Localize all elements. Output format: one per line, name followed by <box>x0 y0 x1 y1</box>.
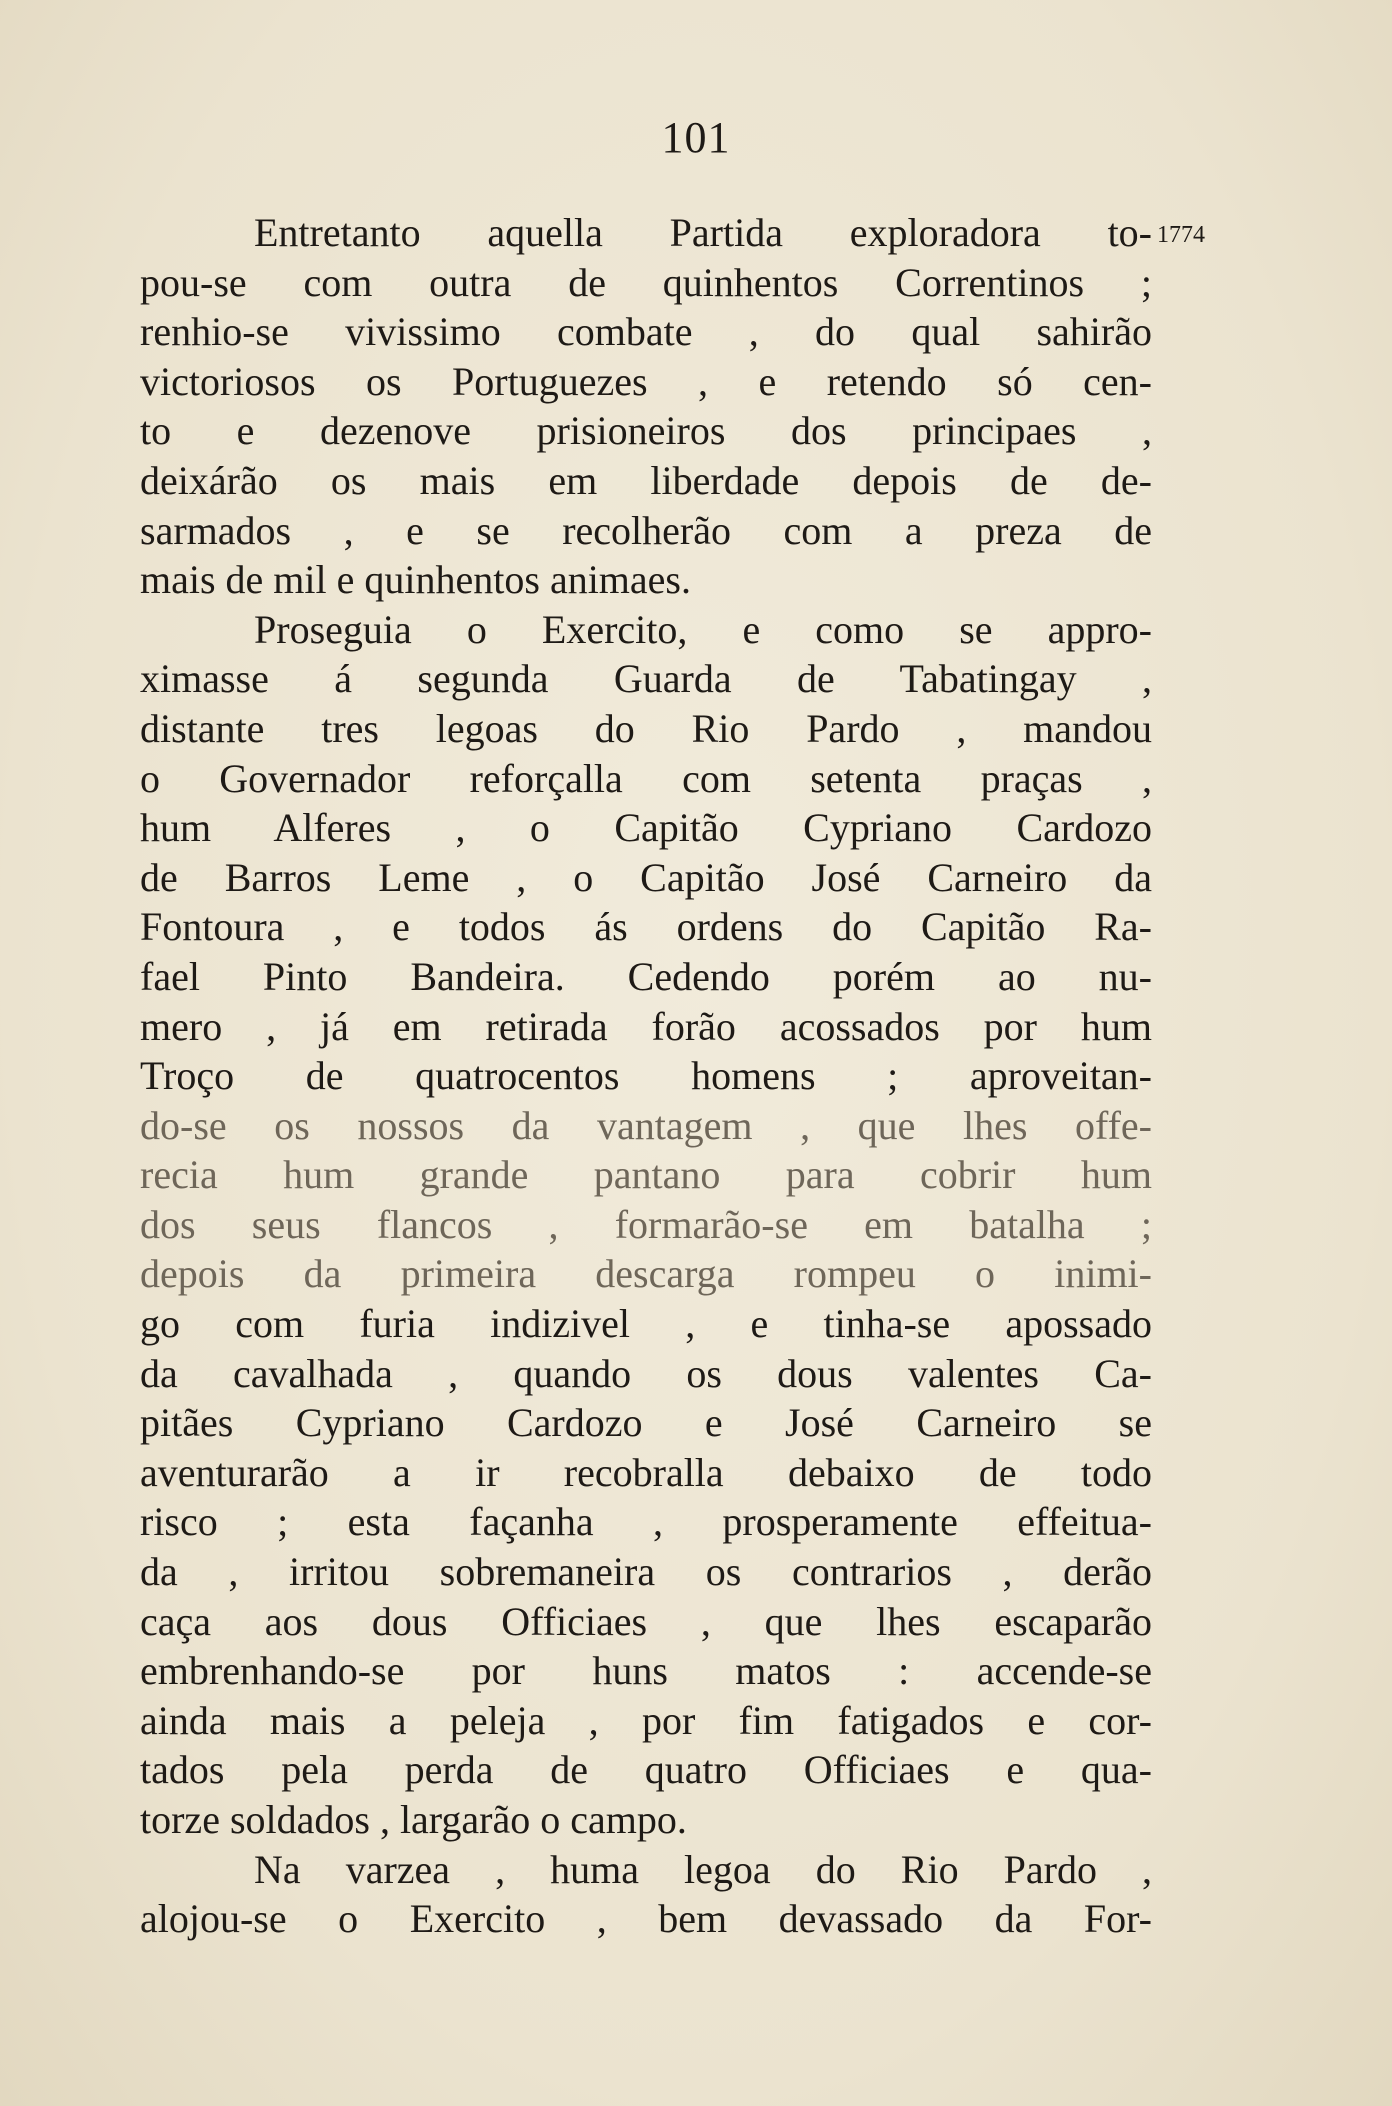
text-line: embrenhando-se por huns matos : accende-se <box>140 1648 1152 1694</box>
text-line: go com furia indizivel , e tinha-se apossado <box>140 1301 1152 1347</box>
text-line: o Governador reforçalla com setenta praças , <box>140 755 1152 801</box>
text-line: ximasse á segunda Guarda de Tabatingay , <box>140 656 1152 702</box>
text-line: da cavalhada , quando os dous valentes Ca- <box>140 1350 1152 1396</box>
text-line: distante tres legoas do Rio Pardo , mandou <box>140 705 1152 751</box>
text-line: de Barros Leme , o Capitão José Carneiro da <box>140 854 1152 900</box>
text-line: da , irritou sobremaneira os contrarios , derão <box>140 1549 1152 1595</box>
text-line: alojou-se o Exercito , bem devassado da For- <box>140 1896 1152 1942</box>
page-number: 101 <box>661 113 731 162</box>
text-line: deixárão os mais em liberdade depois de de- <box>140 457 1152 503</box>
text-line: Troço de quatrocentos homens ; aproveitan- <box>140 1053 1152 1099</box>
text-line: pou-se com outra de quinhentos Correntinos ; <box>140 259 1152 305</box>
text-line: ainda mais a peleja , por fim fatigados e cor- <box>140 1697 1152 1743</box>
text-line: do-se os nossos da vantagem , que lhes offe- <box>140 1102 1152 1148</box>
text-line: Proseguia o Exercito, e como se appro- <box>254 606 1152 652</box>
text-line: caça aos dous Officiaes , que lhes escaparão <box>140 1598 1152 1644</box>
text-line: depois da primeira descarga rompeu o inimi- <box>140 1251 1152 1297</box>
body-text <box>140 208 1152 1944</box>
text-line: victoriosos os Portuguezes , e retendo só cen- <box>140 358 1152 404</box>
text-line: recia hum grande pantano para cobrir hum <box>140 1152 1152 1198</box>
text-line: risco ; esta façanha , prosperamente effeitua- <box>140 1499 1152 1545</box>
text-line: pitães Cypriano Cardozo e José Carneiro se <box>140 1400 1152 1446</box>
text-line: mais de mil e quinhentos animaes. <box>140 557 691 603</box>
text-line: aventurarão a ir recobralla debaixo de todo <box>140 1449 1152 1495</box>
text-line: Entretanto aquella Partida exploradora to- <box>254 210 1152 255</box>
text-line: to e dezenove prisioneiros dos principaes , <box>140 408 1152 454</box>
text-line: torze soldados , largarão o campo. <box>140 1797 687 1842</box>
text-line: Fontoura , e todos ás ordens do Capitão Ra- <box>140 904 1152 950</box>
text-line: renhio-se vivissimo combate , do qual sahirão <box>140 309 1152 355</box>
text-line: fael Pinto Bandeira. Cedendo porém ao nu- <box>140 953 1152 999</box>
text-line: sarmados , e se recolherão com a preza de <box>140 507 1152 553</box>
text-line: Na varzea , huma legoa do Rio Pardo , <box>254 1846 1152 1892</box>
margin-year-note: 1774 <box>1157 222 1205 248</box>
text-line: tados pela perda de quatro Officiaes e qua- <box>140 1747 1152 1793</box>
text-line: hum Alferes , o Capitão Cypriano Cardozo <box>140 805 1152 851</box>
text-line: dos seus flancos , formarão-se em batalha ; <box>140 1201 1152 1247</box>
text-line: mero , já em retirada forão acossados por hum <box>140 1003 1152 1049</box>
